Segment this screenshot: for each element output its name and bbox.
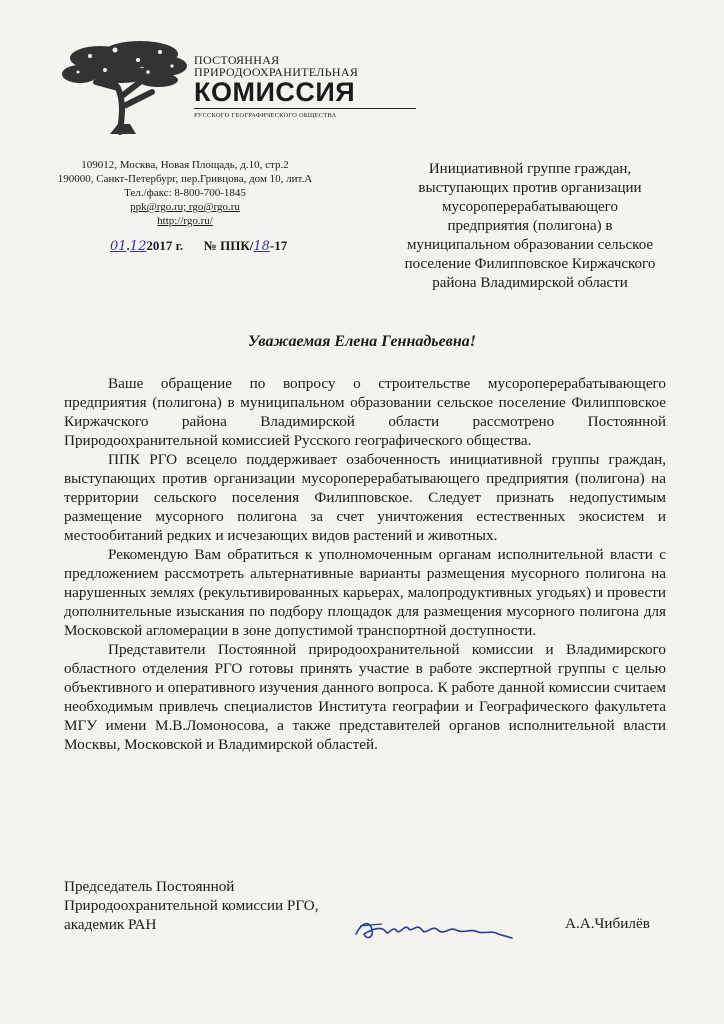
addressee-line: мусороперерабатывающего	[442, 199, 618, 215]
tree-logo-icon	[60, 36, 195, 136]
logo-line-2: ПРИРОДООХРАНИТЕЛЬНАЯ	[194, 65, 359, 79]
handwritten-signature	[352, 912, 522, 948]
address-moscow: 109012, Москва, Новая Площадь, д.10, стр.2	[81, 159, 289, 171]
date-year: 2017 г.	[146, 238, 184, 253]
salutation: Уважаемая Елена Геннадьевна!	[248, 333, 476, 350]
signatory-line-3: академик РАН	[64, 916, 157, 933]
logo-subtitle: РУССКОГО ГЕОГРАФИЧЕСКОГО ОБЩЕСТВА	[194, 112, 337, 119]
addressee-line: поселение Филипповское Киржачского	[404, 256, 656, 272]
addressee-block	[370, 160, 690, 293]
addressee-line: выступающих против организации	[418, 180, 642, 196]
handwritten-day: 01	[110, 239, 127, 254]
logo-title: КОМИССИЯ	[194, 77, 356, 107]
letter-body	[64, 374, 666, 754]
address-spb: 190000, Санкт-Петербург, пер.Гривцова, дом 10, лит.А	[57, 173, 313, 185]
signatory-title	[64, 877, 319, 934]
addressee-line: муниципальном образовании сельское	[406, 237, 654, 253]
logo-line-1: ПОСТОЯННАЯ	[194, 53, 280, 67]
addressee-line: Инициативной группе граждан,	[428, 161, 632, 177]
body-paragraph: ППК РГО всецело поддерживает озабоченность инициативной группы граждан, выступающих против организации мусороперерабатывающего предприятия (полигона) на территории сельского поселения Филипповское. Следует признать недопустимым размещение мусорного полигона за счет уничтожения естественных экосистем и местообитаний редких и исчезающих видов растений и животных.	[64, 451, 666, 544]
phone-fax: Тел./факс: 8-800-700-1845	[124, 187, 246, 199]
handwritten-month: 12	[129, 239, 147, 254]
body-paragraph: Представители Постоянной природоохранительной комиссии и Владимирского областного отделения РГО готовы принять участие в работе экспертной группы с целью объективного и оперативного изучения данного вопроса. К работе данной комиссии считаем необходимым привлечь специалистов Института географии и Географического факультета МГУ имени М.В.Ломоносова, а также представителей органов исполнительной власти Москвы, Московской и Владимирской областей.	[64, 641, 666, 753]
body-paragraph: Ваше обращение по вопросу о строительстве мусороперерабатывающего предприятия (полигона) в муниципальном образовании сельское поселение Филипповское Киржачского района Владимирской области рассмотрено Постоянной Природоохранительной комиссией Русского географического общества.	[64, 375, 666, 449]
signatory-line-1: Председатель Постоянной	[64, 878, 235, 895]
logo-text	[194, 54, 416, 119]
signatory-line-2: Природоохранительной комиссии РГО,	[64, 897, 319, 914]
email-links[interactable]: ppk@rgo.ru; rgo@rgo.ru	[130, 201, 240, 213]
handwritten-number: 18	[253, 239, 270, 254]
date-number-line	[110, 238, 287, 254]
date-dot: .	[126, 238, 130, 253]
signer-name: А.А.Чибилёв	[565, 915, 650, 932]
addressee-line: предприятия (полигона) в	[447, 218, 613, 234]
body-paragraph: Рекомендую Вам обратиться к уполномоченным органам исполнительной власти с предложением рассмотреть альтернативные варианты размещения мусорного полигона на нарушенных землях (рекультивированных карьерах, малопродуктивных угодьях) и провести дополнительные изыскания по подбору площадок для размещения мусорного полигона для Московской агломерации в зоне допустимой транспортной доступности.	[64, 546, 666, 639]
doc-number-prefix: № ППК/	[203, 238, 254, 253]
website-link[interactable]: http://rgo.ru/	[157, 215, 213, 227]
logo-divider	[194, 108, 416, 109]
organization-logo	[60, 36, 360, 136]
sender-address	[50, 158, 320, 228]
addressee-line: района Владимирской области	[432, 275, 628, 291]
doc-number-suffix: -17	[269, 238, 288, 253]
